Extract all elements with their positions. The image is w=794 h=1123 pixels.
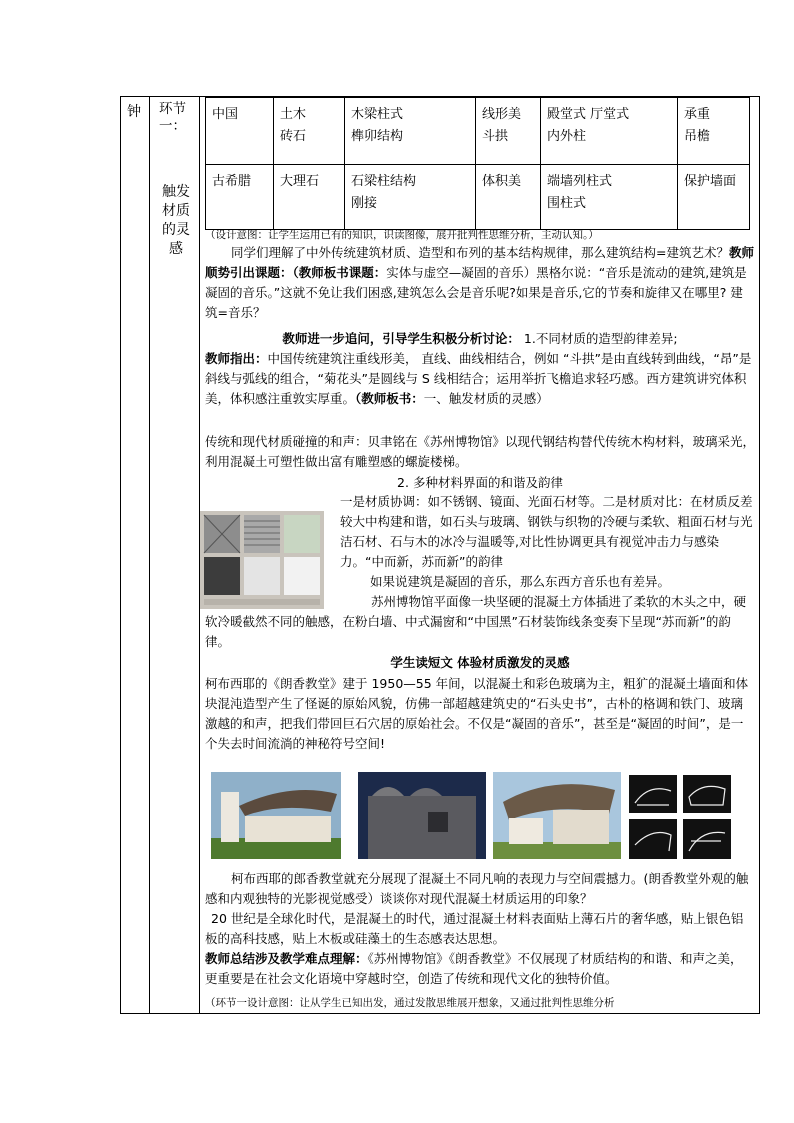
text: 实体与虚空—凝固的音乐）黑格尔说：“音乐是流动的建筑,建筑是凝固的音乐。”这就不免让我们困惑,建筑怎么会是音乐呢?如果是音乐,它的节奏和旋律又在哪里? 建筑=音乐？ xyxy=(205,265,747,320)
design-note: （环节一设计意图：让从学生已知出发，通过发散思维展开想象，又通过批判性思维分析 xyxy=(205,997,615,1009)
content-column xyxy=(200,97,759,1013)
paragraph xyxy=(205,243,755,323)
text: 1.不同材质的造型韵律差异; xyxy=(519,331,678,346)
paragraph: 一是材质协调：如不锈钢、镜面、光面石材等。二是材质对比：在材质反差较大中构建和谐，如石头与玻璃、钢铁与织物的冷硬与柔软、粗面石材与光洁石材、石与木的冰冷与温暖等,对比性协调更具有视觉冲击力与感染力。“中而新，苏而新”的韵律 xyxy=(340,494,753,569)
paragraph: 苏州博物馆平面像一块坚硬的混凝土方体插进了柔软的木头之中，硬软冷暖截然不同的触感，在粉白墙、中式漏窗和“中国黑”石材装饰线条变奏下呈现“苏而新”的韵律。 xyxy=(205,594,747,649)
bold-text: 教师进一步追问，引导学生积极分析讨论： xyxy=(282,331,520,346)
stage-label: 环节一： xyxy=(159,101,186,134)
table-cell: 保护墙面 xyxy=(678,165,750,230)
table-cell: 木梁柱式 榫卯结构 xyxy=(345,98,476,165)
paragraph: 柯布西耶的郎香教堂就充分展现了混凝土不同凡响的表现力与空间震撼力。(朗香教堂外观的触感和内观独特的光影视觉感受）谈谈你对现代混凝土材质运用的印象？ xyxy=(205,871,749,906)
bold-text: 教师指出： xyxy=(205,351,268,366)
table-cell: 殿堂式 厅堂式 内外柱 xyxy=(541,98,678,165)
ronchamp-photo-2 xyxy=(358,772,486,859)
table-cell: 中国 xyxy=(206,98,274,165)
bold-text: 学生读短文 体验材质激发的灵感 xyxy=(390,655,570,670)
paragraph: 传统和现代材质碰撞的和声：贝聿铭在《苏州博物馆》以现代钢结构替代传统木构材料，玻璃采光，利用混凝土可塑性做出富有雕塑感的螺旋楼梯。 xyxy=(205,434,756,469)
design-note: （设计意图：让学生运用已有的知识，识读图像，展开批判性思维分析，主动认知。） xyxy=(205,229,599,241)
table-row xyxy=(206,98,750,165)
table-cell: 大理石 xyxy=(274,165,345,230)
lesson-table xyxy=(120,96,760,1014)
bold-text: （教师板书课题： xyxy=(292,265,387,280)
text: 《苏州博物馆》《朗香教堂》不仅展现了材质结构的和谐、和声之美，更重要是在社会文化语境中穿越时空，创造了传统和现代文化的独特价值。 xyxy=(205,951,743,986)
heading: 2. 多种材料界面的和谐及韵律 xyxy=(397,475,563,490)
text: 一、触发材质的灵感） xyxy=(423,391,549,406)
architecture-comparison-table xyxy=(205,97,750,230)
table-cell: 承重 吊檐 xyxy=(678,98,750,165)
ronchamp-photo-3 xyxy=(493,772,621,859)
time-label: 钟 xyxy=(127,104,141,120)
heading xyxy=(205,653,755,673)
table-row xyxy=(206,165,750,230)
paragraph xyxy=(205,949,755,989)
time-column xyxy=(121,97,150,1013)
heading xyxy=(205,329,755,349)
paragraph: 20 世纪是全球化时代，是混凝土的时代，通过混凝土材料表面贴上薄石片的奢华感，贴上银色铝板的高科技感，贴上木板或硅藻土的生态感表达思想。 xyxy=(205,911,744,946)
table-cell: 端墙列柱式 围柱式 xyxy=(541,165,678,230)
table-cell: 石梁柱结构 刚接 xyxy=(345,165,476,230)
ronchamp-sketches xyxy=(629,775,733,859)
paragraph xyxy=(205,349,755,409)
table-cell: 古希腊 xyxy=(206,165,274,230)
bold-text: 教师总结涉及教学难点理解： xyxy=(205,951,368,966)
table-cell: 体积美 xyxy=(476,165,541,230)
text: 同学们理解了中外传统建筑材质、造型和布列的基本结构规律，那么建筑结构=建筑艺术？ xyxy=(231,245,729,260)
bold-text: 教师顺势引出课题： xyxy=(205,245,754,280)
paragraph: 如果说建筑是凝固的音乐，那么东西方音乐也有差异。 xyxy=(370,574,671,589)
table-cell: 土木 砖石 xyxy=(274,98,345,165)
table-cell: 线形美 斗拱 xyxy=(476,98,541,165)
stage-title: 触发材质的灵感 xyxy=(162,184,190,257)
bold-text: （教师板书： xyxy=(355,391,424,406)
text: 中国传统建筑注重线形美， 直线、曲线相结合，例如 “斗拱”是由直线转到曲线，“昂”是斜线与弧线的组合，“菊花头”是圆线与 S 线相结合；运用举折飞檐追求轻巧感。西方建筑讲究体积美，体积感注重敦实厚重。 xyxy=(205,351,752,406)
paragraph: 柯布西耶的《朗香教堂》建于 1950—55 年间，以混凝土和彩色玻璃为主，粗犷的混凝土墙面和体块混沌造型产生了怪诞的原始风貌，仿佛一部超越建筑史的“石头史书”，古朴的格调和铁门、玻璃激越的和声，把我们带回巨石穴居的原始社会。不仅是“凝固的音乐”，甚至是“凝固的时间”，是一个失去时间流淌的神秘符号空间! xyxy=(205,676,749,751)
ronchamp-photo-1 xyxy=(211,772,341,859)
stage-column xyxy=(150,97,200,1013)
